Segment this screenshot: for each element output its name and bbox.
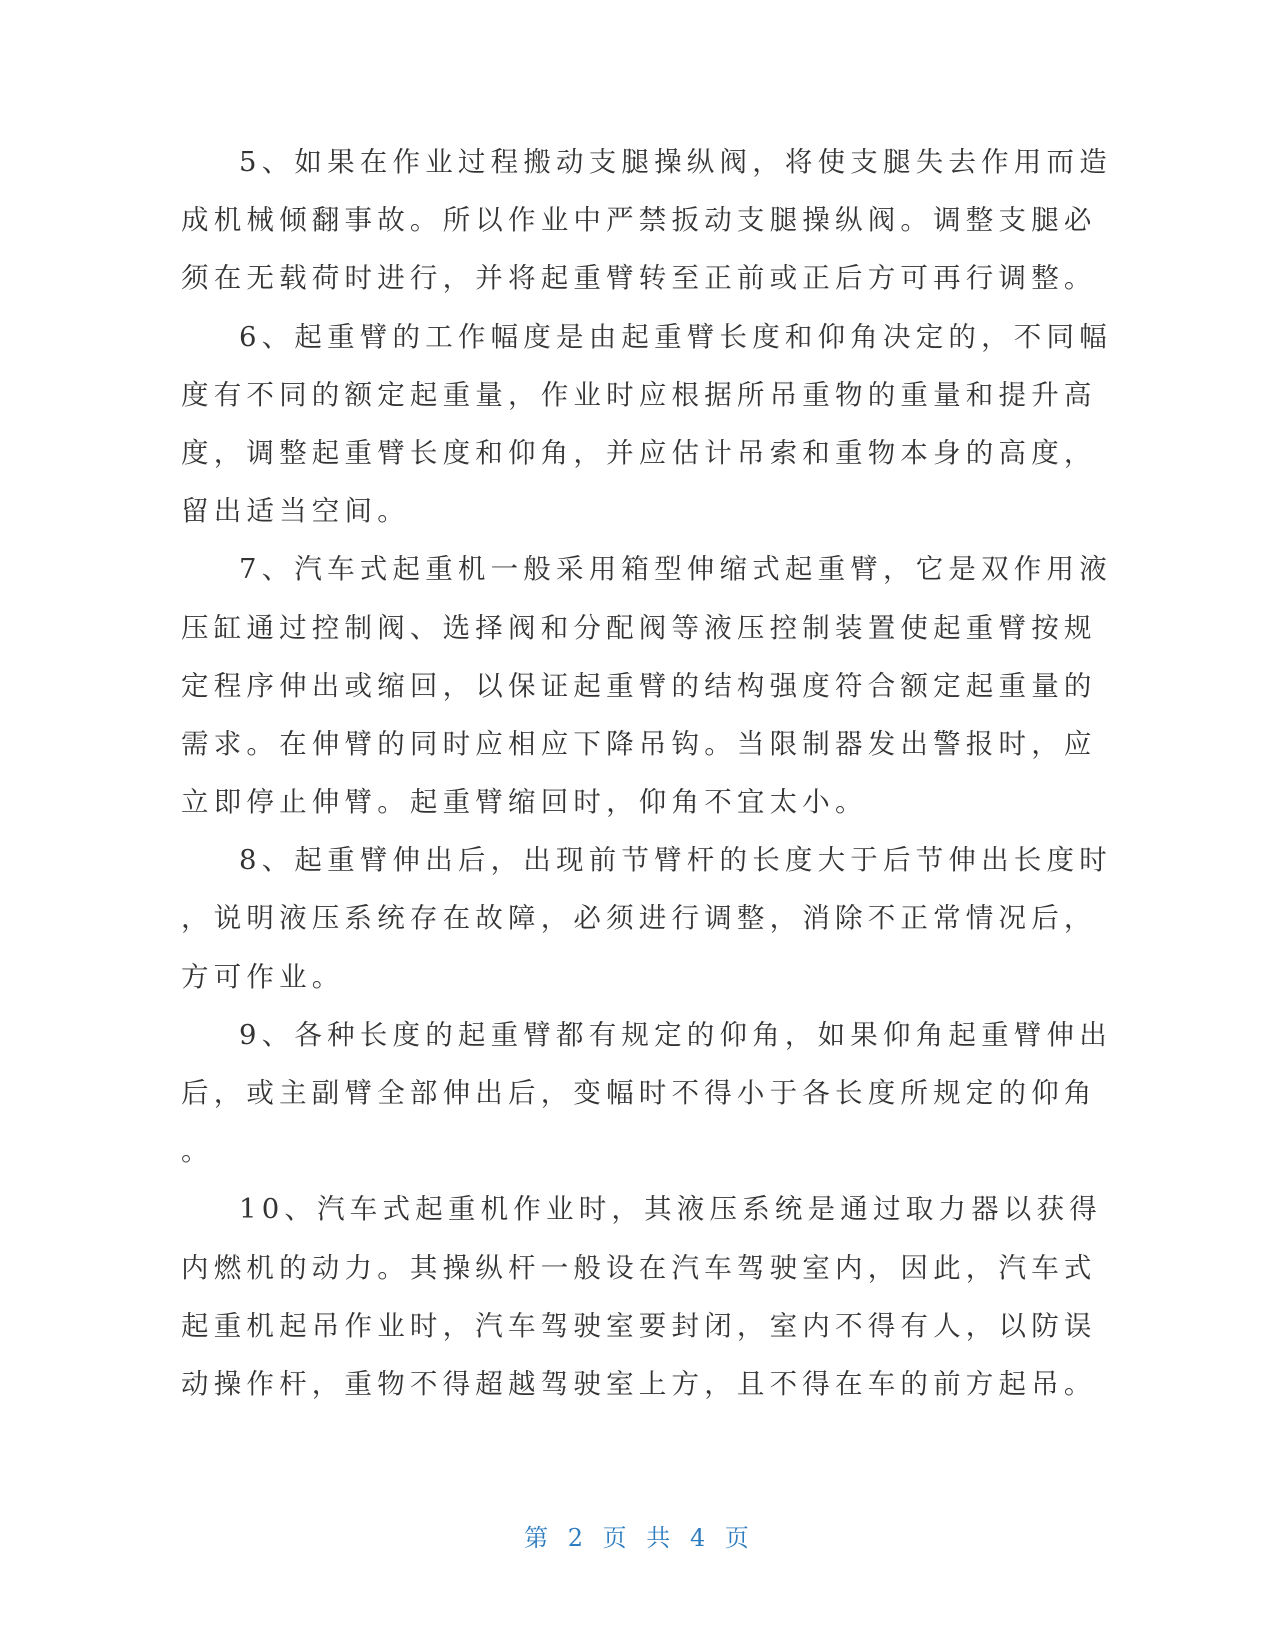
paragraph-line: 动操作杆，重物不得超越驾驶室上方，且不得在车的前方起吊。 bbox=[181, 1367, 1097, 1400]
paragraph-line: 起重机起吊作业时，汽车驾驶室要封闭，室内不得有人，以防误 bbox=[181, 1309, 1097, 1342]
paragraph-6 bbox=[181, 308, 1112, 541]
paragraph-line: 定程序伸出或缩回，以保证起重臂的结构强度符合额定起重量的 bbox=[181, 669, 1097, 702]
paragraph-5 bbox=[181, 133, 1112, 308]
paragraph-9 bbox=[181, 1006, 1112, 1181]
paragraph-line: 6、起重臂的工作幅度是由起重臂长度和仰角决定的，不同幅 bbox=[239, 320, 1112, 353]
paragraph-line: 成机械倾翻事故。所以作业中严禁扳动支腿操纵阀。调整支腿必 bbox=[181, 204, 1097, 237]
paragraph-line: 5、如果在作业过程搬动支腿操纵阀，将使支腿失去作用而造 bbox=[239, 146, 1112, 178]
paragraph-line: 度有不同的额定起重量，作业时应根据所吊重物的重量和提升高 bbox=[181, 378, 1097, 411]
paragraph-line: 立即停止伸臂。起重臂缩回时，仰角不宜太小。 bbox=[181, 786, 868, 819]
paragraph-line: 8、起重臂伸出后，出现前节臂杆的长度大于后节伸出长度时 bbox=[239, 844, 1112, 877]
paragraph-line: 需求。在伸臂的同时应相应下降吊钩。当限制器发出警报时，应 bbox=[181, 727, 1097, 760]
paragraph-line: 度，调整起重臂长度和仰角，并应估计吊索和重物本身的高度， bbox=[181, 436, 1097, 469]
paragraph-line: 。 bbox=[181, 1135, 214, 1168]
paragraph-line: 10、汽车式起重机作业时，其液压系统是通过取力器以获得 bbox=[239, 1193, 1102, 1226]
paragraph-line: 须在无载荷时进行，并将起重臂转至正前或正后方可再行调整。 bbox=[181, 262, 1097, 295]
paragraph-line: 压缸通过控制阀、选择阀和分配阀等液压控制装置使起重臂按规 bbox=[181, 611, 1097, 644]
document-body bbox=[181, 133, 1112, 1413]
paragraph-line: 7、汽车式起重机一般采用箱型伸缩式起重臂，它是双作用液 bbox=[239, 553, 1112, 586]
paragraph-line: 9、各种长度的起重臂都有规定的仰角，如果仰角起重臂伸出 bbox=[239, 1018, 1112, 1051]
page-number-footer: 第 2 页 共 4 页 bbox=[524, 1524, 751, 1552]
paragraph-line: 方可作业。 bbox=[181, 960, 345, 993]
paragraph-line: 留出适当空间。 bbox=[181, 495, 410, 528]
paragraph-line: 内燃机的动力。其操纵杆一般设在汽车驾驶室内，因此，汽车式 bbox=[181, 1251, 1097, 1284]
paragraph-line: ，说明液压系统存在故障，必须进行调整，消除不正常情况后， bbox=[181, 902, 1097, 935]
paragraph-line: 后，或主副臂全部伸出后，变幅时不得小于各长度所规定的仰角 bbox=[181, 1077, 1097, 1109]
paragraph-10 bbox=[181, 1180, 1102, 1413]
paragraph-8 bbox=[181, 831, 1112, 1006]
paragraph-7 bbox=[181, 540, 1112, 831]
